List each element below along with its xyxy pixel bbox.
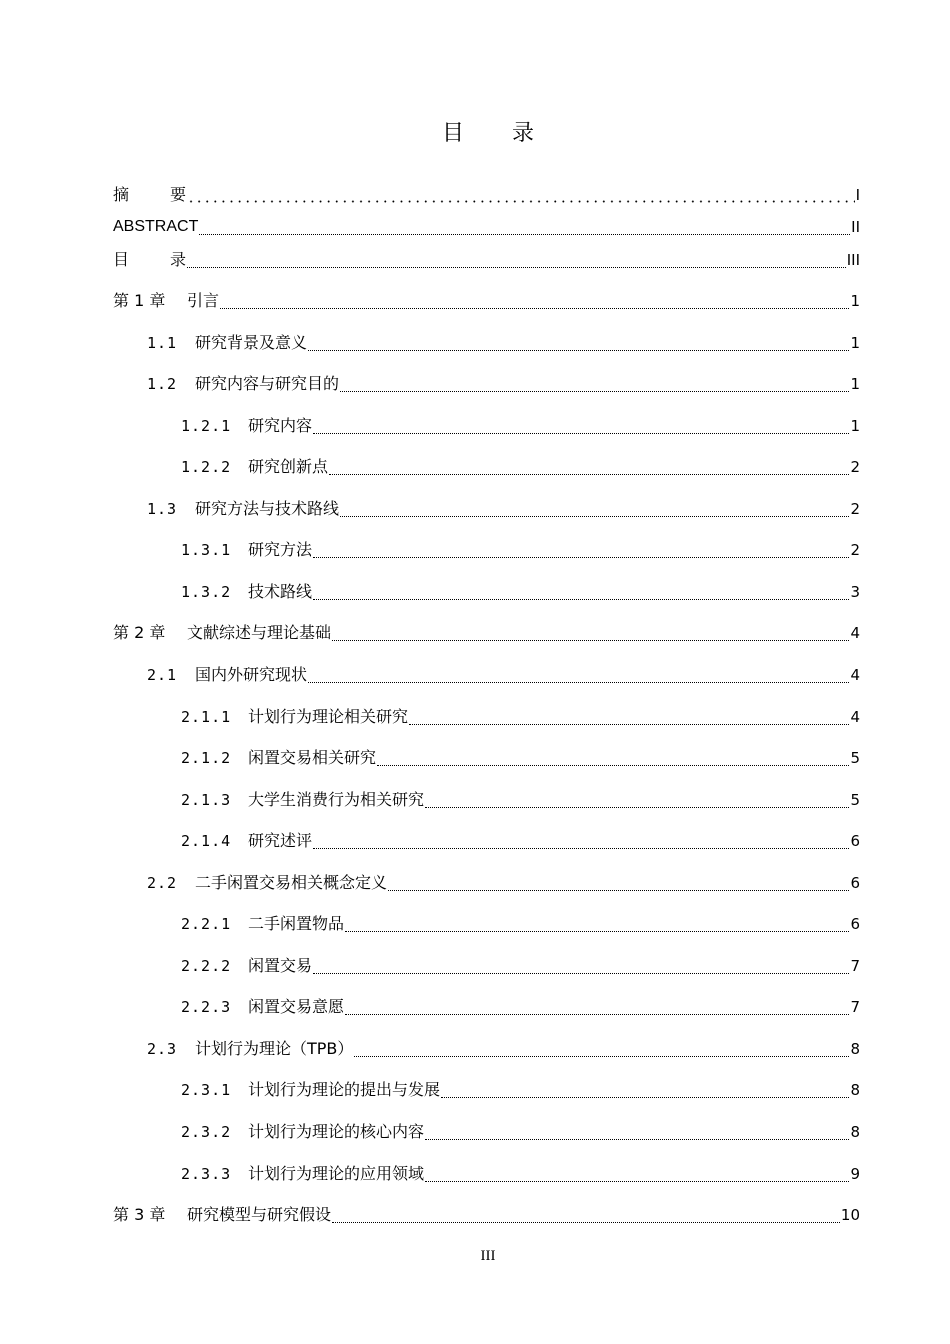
toc-entry[interactable] [113, 359, 860, 401]
toc-entries [113, 276, 860, 1232]
toc-entry-label: 研究内容与研究目的 [195, 374, 340, 394]
toc-entry[interactable] [113, 1148, 860, 1190]
dot-leader [332, 627, 849, 643]
toc-entry-label: 计划行为理论（TPB） [195, 1038, 354, 1058]
toc-entry[interactable] [113, 525, 860, 567]
table-of-contents [113, 178, 860, 1231]
toc-entry-number: 1.2 [147, 375, 178, 394]
toc-entry-label: 计划行为理论相关研究 [248, 706, 409, 726]
dot-leader [340, 503, 849, 519]
toc-entry-number: 1.3.1 [181, 541, 232, 560]
toc-entry-number: 2.3.3 [181, 1164, 232, 1183]
toc-entry-number: 2.1.2 [181, 749, 232, 768]
toc-entry-page: 1 [850, 416, 860, 435]
toc-entry[interactable] [113, 899, 860, 941]
toc-entry-label: 研究方法 [248, 540, 313, 560]
toc-entry-number: 2.2.3 [181, 998, 232, 1017]
toc-entry[interactable] [113, 442, 860, 484]
page-number-footer: III [480, 1248, 496, 1264]
toc-entry-label: 摘 要 [113, 184, 187, 204]
toc-entry[interactable] [113, 566, 860, 608]
toc-entry-contents[interactable] [113, 243, 860, 276]
toc-entry-page: 3 [850, 582, 860, 601]
toc-entry-label: 闲置交易意愿 [248, 997, 345, 1017]
toc-entry-page: 7 [850, 998, 860, 1017]
toc-entry-page: III [846, 250, 860, 269]
toc-entry-label: 技术路线 [248, 581, 313, 601]
toc-entry-number: 1.3 [147, 499, 178, 518]
toc-entry-label: 计划行为理论的提出与发展 [248, 1080, 441, 1100]
toc-entry-number: 2.2.2 [181, 956, 232, 975]
toc-entry[interactable] [113, 733, 860, 775]
toc-entry-page: 4 [850, 707, 860, 726]
toc-entry-page: 2 [850, 541, 860, 560]
toc-entry[interactable] [113, 857, 860, 899]
toc-entry-page: 8 [850, 1081, 860, 1100]
toc-entry-page: I [855, 185, 860, 204]
toc-entry-label: 国内外研究现状 [195, 664, 308, 684]
toc-entry-page: 7 [850, 956, 860, 975]
toc-entry-number: 2.2.1 [181, 915, 232, 934]
toc-entry[interactable] [113, 774, 860, 816]
toc-entry[interactable] [113, 649, 860, 691]
toc-entry-number: 2.2 [147, 873, 178, 892]
dot-leader [345, 918, 849, 934]
toc-entry-page: 1 [850, 333, 860, 352]
dot-leader [409, 711, 849, 727]
toc-entry-number: 2.1.3 [181, 790, 232, 809]
toc-entry-number: 第 2 章 [113, 623, 166, 643]
toc-entry-number: 1.2.2 [181, 458, 232, 477]
toc-entry[interactable] [113, 982, 860, 1024]
toc-entry[interactable] [113, 608, 860, 650]
toc-entry-label: 研究背景及意义 [195, 332, 308, 352]
toc-entry-label: 研究模型与研究假设 [187, 1205, 332, 1225]
toc-entry-label: 研究内容 [248, 415, 313, 435]
toc-entry-label: 闲置交易 [248, 955, 313, 975]
toc-entry-page: 5 [850, 790, 860, 809]
dot-leader [187, 254, 846, 270]
toc-entry[interactable] [113, 940, 860, 982]
toc-entry-number: 第 1 章 [113, 291, 166, 311]
toc-entry-label: 文献综述与理论基础 [187, 623, 332, 643]
toc-entry-page: 1 [850, 375, 860, 394]
dot-leader [425, 1168, 849, 1184]
toc-entry-number: 2.1.4 [181, 832, 232, 851]
toc-entry-number: 2.1 [147, 665, 178, 684]
toc-entry[interactable] [113, 1106, 860, 1148]
toc-entry-number: 2.3.1 [181, 1081, 232, 1100]
dot-leader [308, 337, 849, 353]
toc-entry[interactable] [113, 1023, 860, 1065]
page-title [0, 116, 950, 147]
toc-entry[interactable] [113, 1065, 860, 1107]
dot-leader [199, 221, 850, 237]
toc-entry-number: 第 3 章 [113, 1205, 166, 1225]
dot-leader [308, 669, 849, 685]
toc-entry[interactable] [113, 816, 860, 858]
toc-entry-label: ABSTRACT [113, 218, 199, 235]
dot-leader [313, 835, 849, 851]
dot-leader [377, 752, 849, 768]
toc-entry-label: 研究述评 [248, 831, 313, 851]
dot-leader [313, 420, 849, 436]
dot-leader [441, 1084, 849, 1100]
dot-leader [425, 794, 849, 810]
toc-entry[interactable] [113, 276, 860, 318]
toc-entry-label: 计划行为理论的核心内容 [248, 1121, 425, 1141]
toc-entry-label: 二手闲置交易相关概念定义 [195, 872, 388, 892]
toc-entry-page: 9 [850, 1164, 860, 1183]
toc-entry-abstract-en[interactable] [113, 211, 860, 244]
dot-leader [332, 1209, 840, 1225]
toc-entry-page: 4 [850, 624, 860, 643]
toc-entry-page: 8 [850, 1039, 860, 1058]
title-char-1: 目 [441, 121, 464, 146]
title-char-2: 录 [512, 121, 535, 146]
toc-entry-number: 2.3 [147, 1039, 178, 1058]
toc-entry[interactable] [113, 400, 860, 442]
toc-entry-page: 2 [850, 499, 860, 518]
toc-entry-label: 大学生消费行为相关研究 [248, 789, 425, 809]
toc-entry-page: 4 [850, 665, 860, 684]
dot-leader [220, 295, 849, 311]
dot-leader [329, 461, 849, 477]
dot-leader [425, 1126, 849, 1142]
toc-entry-abstract-cn[interactable] [113, 178, 860, 211]
dot-leader [354, 1043, 849, 1059]
toc-entry-label: 计划行为理论的应用领域 [248, 1163, 425, 1183]
toc-entry-number: 1.2.1 [181, 416, 232, 435]
dot-leader [345, 1001, 849, 1017]
toc-entry-page: II [851, 218, 860, 236]
dot-leader [313, 960, 849, 976]
toc-entry-label: 闲置交易相关研究 [248, 748, 377, 768]
toc-entry-label: 研究方法与技术路线 [195, 498, 340, 518]
dot-leader [388, 877, 849, 893]
toc-entry-label: 二手闲置物品 [248, 914, 345, 934]
toc-entry-page: 6 [850, 832, 860, 851]
toc-entry-page: 10 [840, 1206, 860, 1225]
toc-entry-number: 1.3.2 [181, 582, 232, 601]
toc-entry-page: 8 [850, 1122, 860, 1141]
dot-leader [187, 189, 855, 205]
dot-leader [313, 586, 849, 602]
toc-entry-page: 5 [850, 749, 860, 768]
toc-entry[interactable] [113, 483, 860, 525]
toc-entry-page: 6 [850, 873, 860, 892]
toc-entry-label: 引言 [187, 291, 220, 311]
toc-entry-label: 研究创新点 [248, 457, 329, 477]
toc-entry-number: 1.1 [147, 333, 178, 352]
toc-entry[interactable] [113, 1190, 860, 1232]
dot-leader [313, 544, 849, 560]
toc-entry-page: 2 [850, 458, 860, 477]
toc-entry-number: 2.3.2 [181, 1122, 232, 1141]
toc-entry[interactable] [113, 317, 860, 359]
toc-entry-label: 目 录 [113, 249, 187, 269]
toc-entry-page: 1 [850, 292, 860, 311]
dot-leader [340, 378, 849, 394]
toc-entry-page: 6 [850, 915, 860, 934]
toc-entry[interactable] [113, 691, 860, 733]
toc-entry-number: 2.1.1 [181, 707, 232, 726]
